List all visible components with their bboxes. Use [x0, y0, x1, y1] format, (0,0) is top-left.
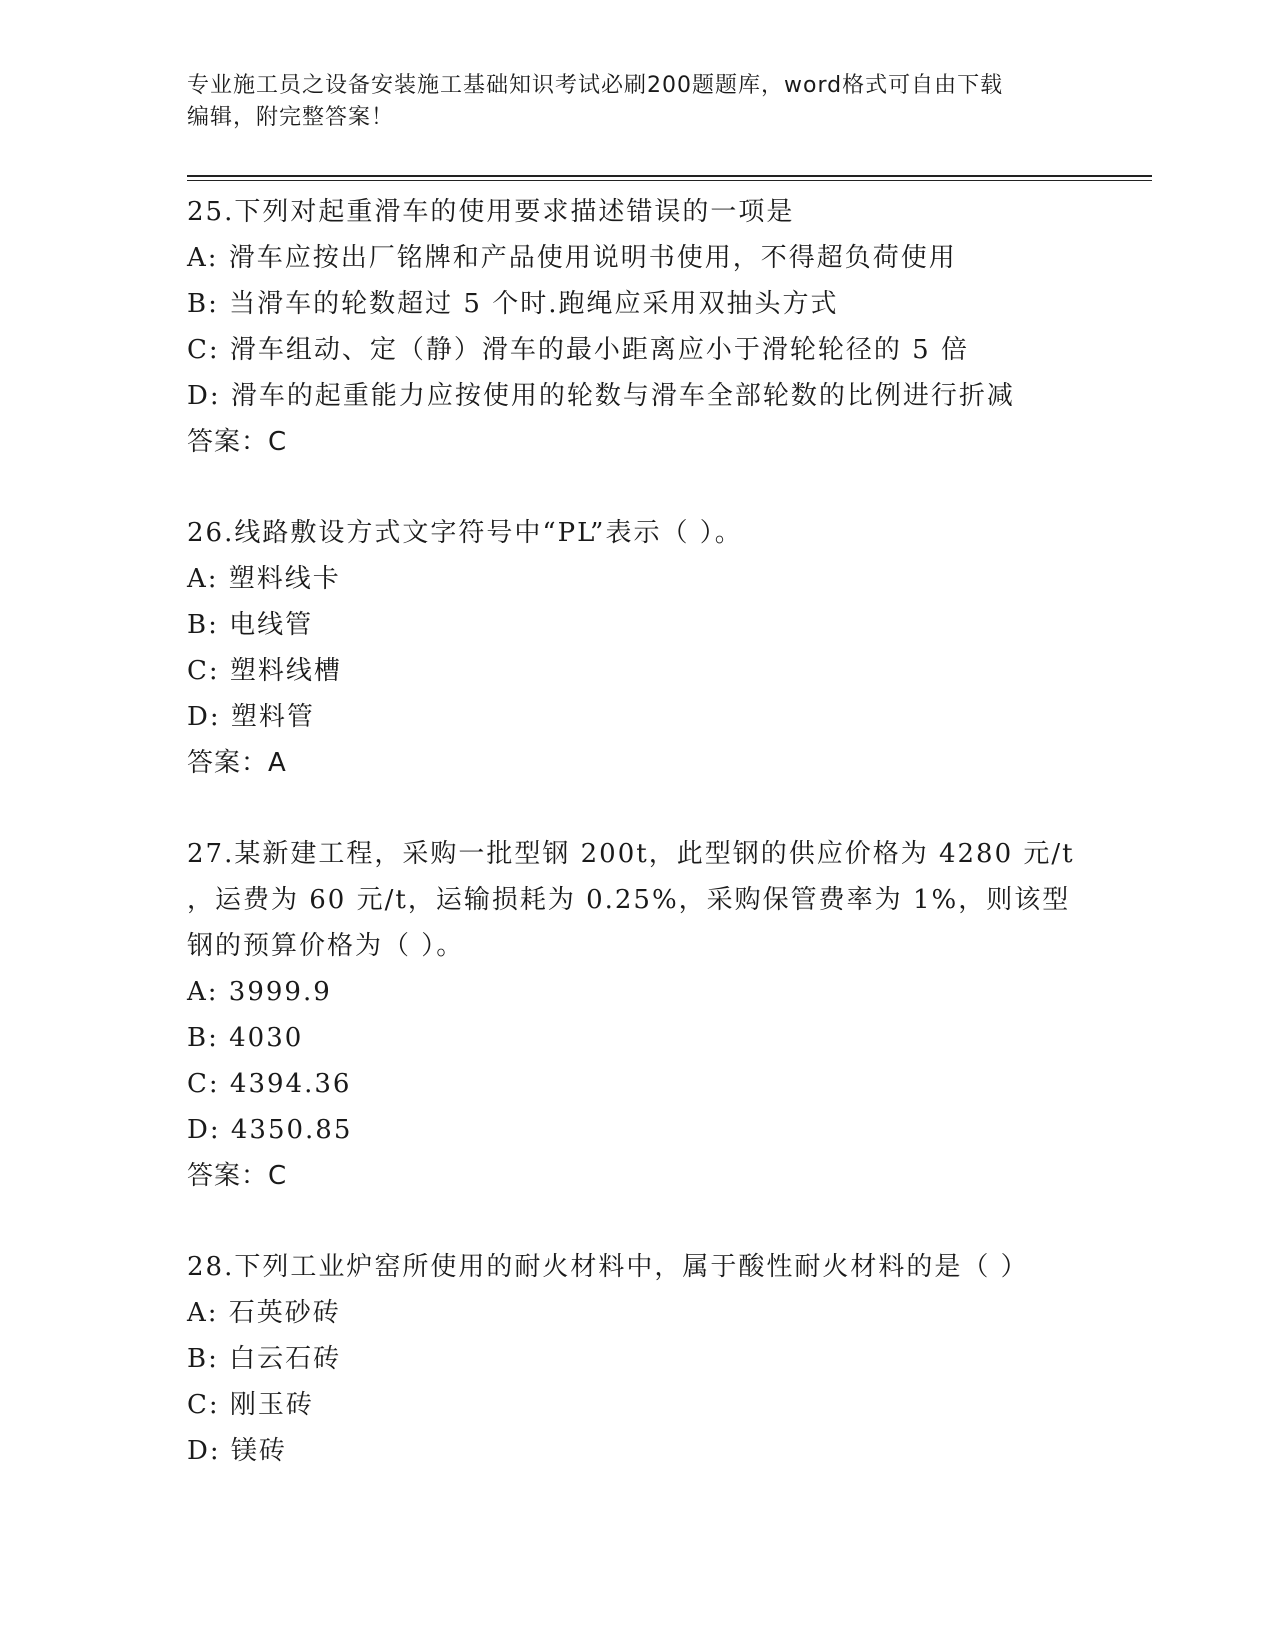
- option-a: A: 滑车应按出厂铭牌和产品使用说明书使用，不得超负荷使用: [187, 243, 957, 273]
- option-c: C: 塑料线槽: [187, 656, 342, 686]
- option-c: C: 滑车组动、定（静）滑车的最小距离应小于滑轮轮径的 5 倍: [187, 335, 969, 365]
- option-d: D: 塑料管: [187, 702, 315, 732]
- question-stem-line1: 27.某新建工程，采购一批型钢 200t，此型钢的供应价格为 4280 元/t: [187, 839, 1075, 869]
- question-list: [187, 189, 1152, 1519]
- option-c: C: 刚玉砖: [187, 1390, 314, 1420]
- header-divider-thick: [187, 175, 1152, 177]
- option-c: C: 4394.36: [187, 1069, 352, 1099]
- option-d: D: 镁砖: [187, 1436, 287, 1466]
- question-27: [187, 831, 1152, 1199]
- header-title-line2: 编辑，附完整答案！: [187, 105, 395, 130]
- header-divider-thin: [187, 180, 1152, 181]
- answer-line: 答案：C: [187, 1161, 288, 1191]
- answer-line: 答案：C: [187, 427, 288, 457]
- question-26: [187, 510, 1152, 786]
- option-b: B: 电线管: [187, 610, 314, 640]
- answer-line: 答案：A: [187, 748, 287, 778]
- option-b: B: 当滑车的轮数超过 5 个时.跑绳应采用双抽头方式: [187, 289, 839, 319]
- option-b: B: 4030: [187, 1023, 304, 1053]
- document-header: [187, 70, 1087, 134]
- question-stem: 26.线路敷设方式文字符号中“PL”表示（ ）。: [187, 518, 743, 548]
- option-d: D: 滑车的起重能力应按使用的轮数与滑车全部轮数的比例进行折减: [187, 381, 1015, 411]
- option-b: B: 白云石砖: [187, 1344, 342, 1374]
- header-title-line1: 专业施工员之设备安装施工基础知识考试必刷200题题库，word格式可自由下载: [187, 73, 1004, 98]
- question-25: [187, 189, 1152, 465]
- question-stem-line2: ，运费为 60 元/t，运输损耗为 0.25%，采购保管费率为 1%，则该型: [187, 885, 1071, 915]
- question-stem: 28.下列工业炉窑所使用的耐火材料中，属于酸性耐火材料的是（ ）: [187, 1252, 1029, 1282]
- question-stem-line3: 钢的预算价格为（ ）。: [187, 931, 465, 961]
- option-a: A: 石英砂砖: [187, 1298, 341, 1328]
- option-a: A: 塑料线卡: [187, 564, 341, 594]
- question-stem: 25.下列对起重滑车的使用要求描述错误的一项是: [187, 197, 795, 227]
- question-28: [187, 1244, 1152, 1474]
- option-a: A: 3999.9: [187, 977, 332, 1007]
- option-d: D: 4350.85: [187, 1115, 353, 1145]
